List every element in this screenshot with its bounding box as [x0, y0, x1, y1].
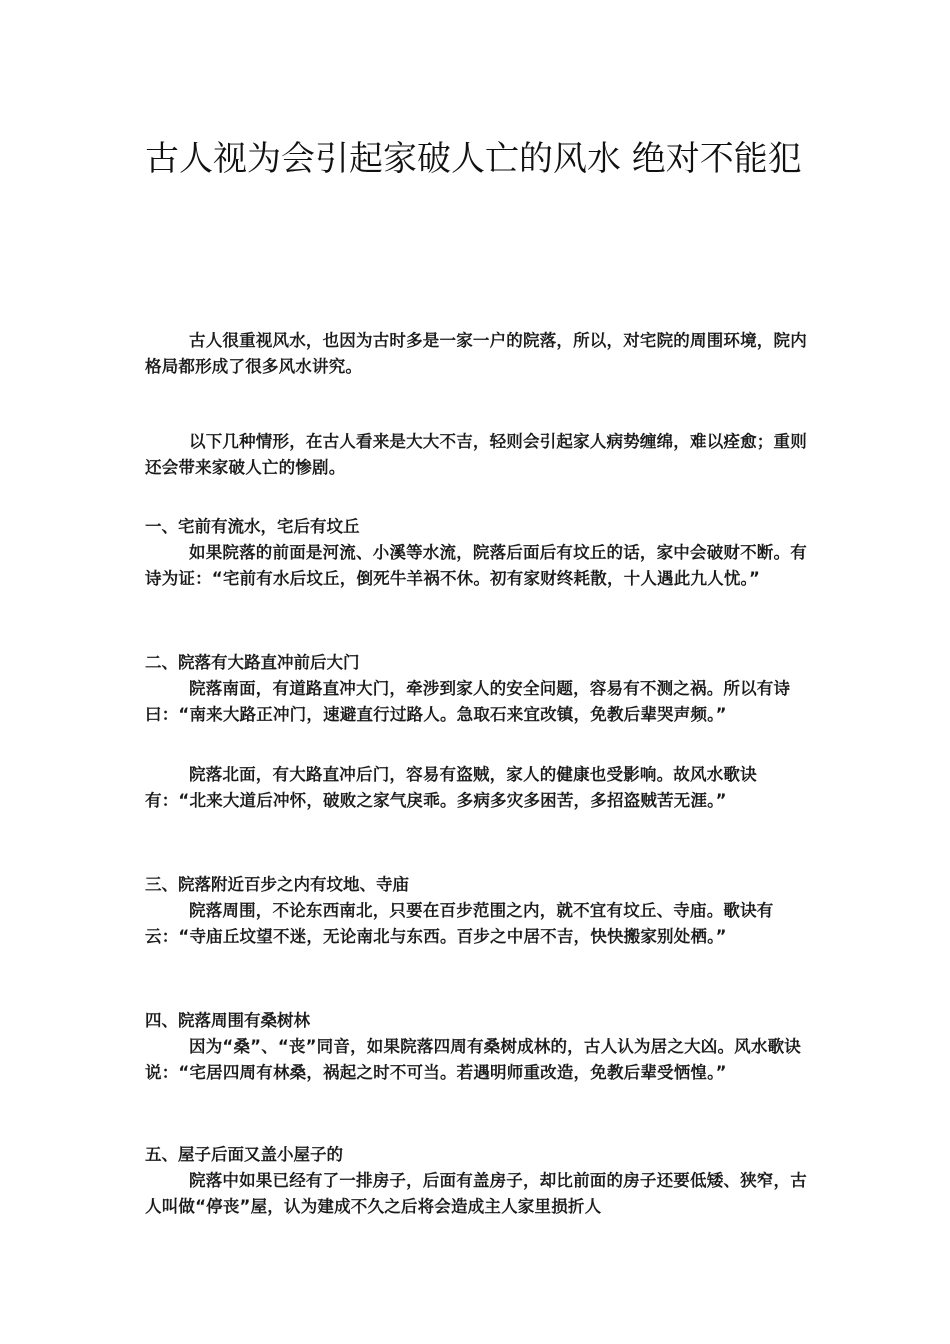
document-title: 古人视为会引起家破人亡的风水 绝对不能犯: [145, 139, 802, 179]
section-5-paragraph-1: 院落中如果已经有了一排房子，后面有盖房子，却比前面的房子还要低矮、狭窄，古人叫做“停丧”屋，认为建成不久之后将会造成主人家里损折人: [145, 1171, 807, 1216]
section-2-paragraph-2: 院落北面，有大路直冲后门，容易有盗贼，家人的健康也受影响。故风水歌诀有：“北来大道后冲怀，破败之家气戾乖。多病多灾多困苦，多招盗贼苦无涯。”: [145, 765, 757, 810]
section-1-heading: 一、宅前有流水，宅后有坟丘: [145, 517, 360, 536]
section-3-heading: 三、院落附近百步之内有坟地、寺庙: [145, 875, 409, 894]
section-5-heading: 五、屋子后面又盖小屋子的: [145, 1145, 343, 1164]
section-4-heading: 四、院落周围有桑树林: [145, 1011, 310, 1030]
section-3-paragraph-1: 院落周围，不论东西南北，只要在百步范围之内，就不宜有坟丘、寺庙。歌诀有云：“寺庙丘坟望不迷，无论南北与东西。百步之中居不吉，快快搬家别处栖。”: [145, 901, 774, 946]
section-2-heading: 二、院落有大路直冲前后大门: [145, 653, 360, 672]
section-1-paragraph-1: 如果院落的前面是河流、小溪等水流，院落后面后有坟丘的话，家中会破财不断。有诗为证：“宅前有水后坟丘，倒死牛羊祸不休。初有家财终耗散，十人遇此九人忧。”: [145, 543, 807, 588]
intro-paragraph-1: 古人很重视风水，也因为古时多是一家一户的院落，所以，对宅院的周围环境，院内格局都形成了很多风水讲究。: [145, 331, 807, 376]
section-2-paragraph-1: 院落南面，有道路直冲大门，牵涉到家人的安全问题，容易有不测之祸。所以有诗曰：“南来大路正冲门，速避直行过路人。急取石来宜改镇，免教后辈哭声频。”: [145, 679, 791, 724]
section-4-paragraph-1: 因为“桑”、“丧”同音，如果院落四周有桑树成林的，古人认为居之大凶。风水歌诀说：“宅居四周有林桑，祸起之时不可当。若遇明师重改造，免教后辈受恓惶。”: [145, 1037, 801, 1082]
intro-paragraph-2: 以下几种情形，在古人看来是大大不吉，轻则会引起家人病势缠绵，难以痊愈；重则还会带来家破人亡的惨剧。: [145, 432, 807, 477]
